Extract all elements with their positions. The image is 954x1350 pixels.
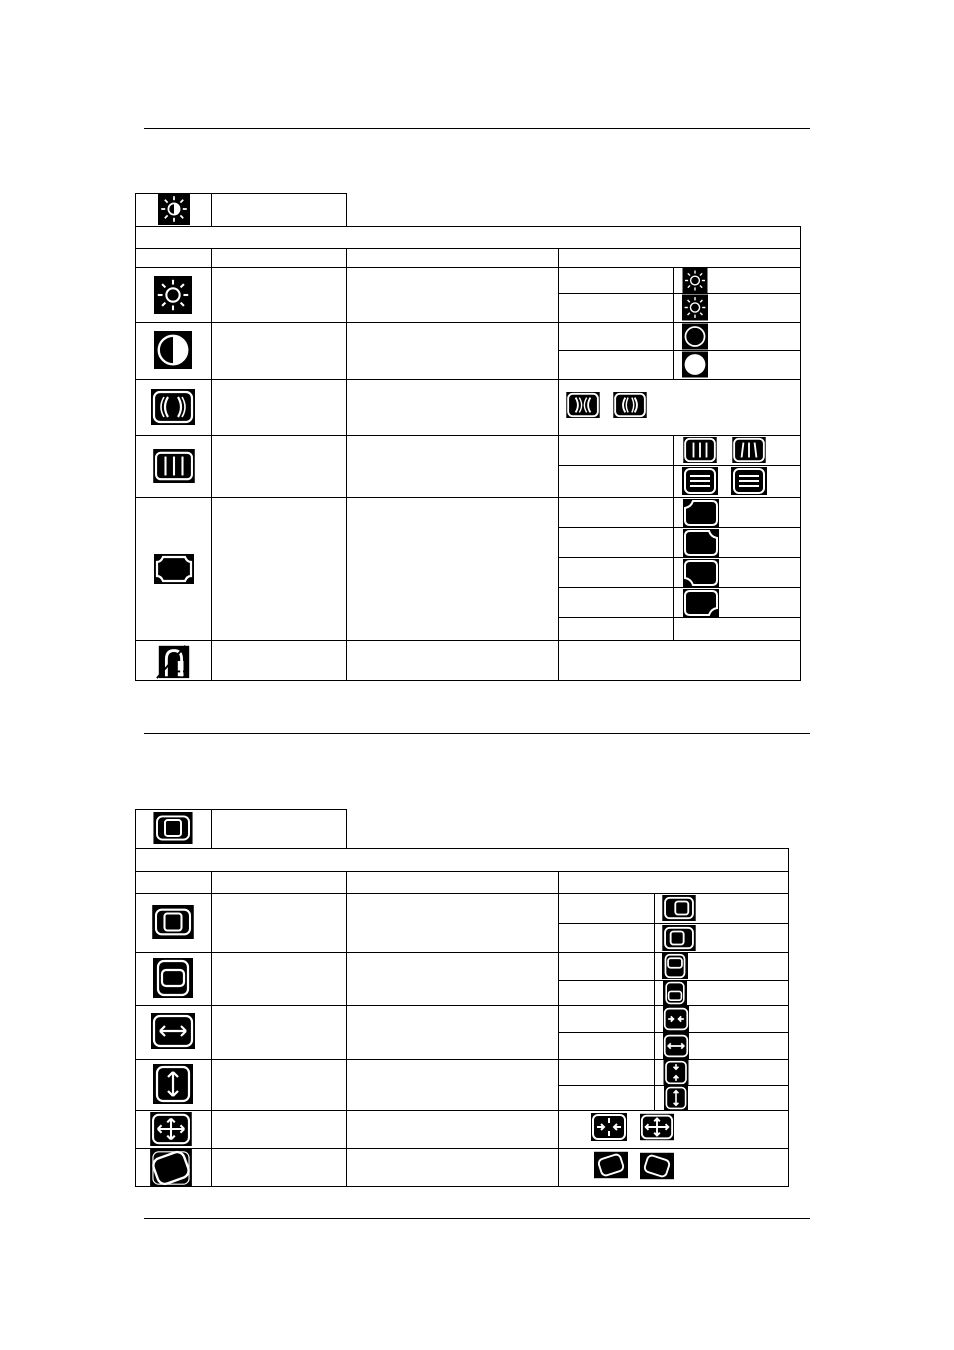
corner-bottom-right-icon (682, 589, 720, 617)
zoom-icon (149, 1112, 193, 1146)
corner-top-left-icon (682, 499, 720, 527)
shift-left-icon (661, 895, 697, 921)
pincushion-in-icon (566, 392, 600, 418)
v-shrink-icon (661, 1060, 691, 1085)
rotate-right-icon (640, 1152, 674, 1180)
rotation-icon (149, 1149, 193, 1187)
corner-bottom-left-icon (682, 559, 720, 587)
degauss-icon (154, 642, 194, 680)
corner-top-right-icon (682, 529, 720, 557)
trapezoid-narrow-top-icon (682, 437, 718, 463)
top-rule (144, 128, 810, 129)
pincushion-out-icon (613, 392, 647, 418)
brightness-contrast-icon (155, 193, 193, 225)
parallelogram-right-icon (731, 467, 767, 495)
trapezoid-icon (153, 449, 195, 483)
vertical-position-icon (152, 958, 194, 998)
bottom-rule (144, 1218, 810, 1219)
contrast-high-icon (682, 351, 708, 378)
zoom-in-icon (590, 1113, 628, 1141)
zoom-out-icon (640, 1113, 674, 1141)
shift-up-icon (661, 953, 689, 979)
pincushion-icon (151, 389, 195, 425)
brightness-high-icon (682, 294, 708, 321)
parallelogram-left-icon (682, 467, 718, 495)
shift-right-icon (661, 925, 697, 951)
trapezoid-wide-top-icon (731, 437, 767, 463)
rotate-left-icon (594, 1151, 628, 1179)
contrast-icon (154, 331, 192, 369)
shift-down-icon (661, 981, 689, 1005)
h-shrink-icon (661, 1006, 691, 1032)
h-expand-icon (661, 1033, 691, 1059)
contrast-low-icon (682, 323, 708, 350)
horizontal-position-icon (150, 905, 196, 939)
corner-correction-icon (154, 554, 194, 584)
v-expand-icon (661, 1086, 691, 1110)
geometry-icon (152, 812, 194, 844)
brightness-low-icon (682, 268, 708, 293)
middle-rule (144, 733, 810, 734)
horizontal-size-icon (151, 1012, 195, 1050)
brightness-icon (154, 276, 192, 314)
vertical-size-icon (152, 1064, 194, 1104)
